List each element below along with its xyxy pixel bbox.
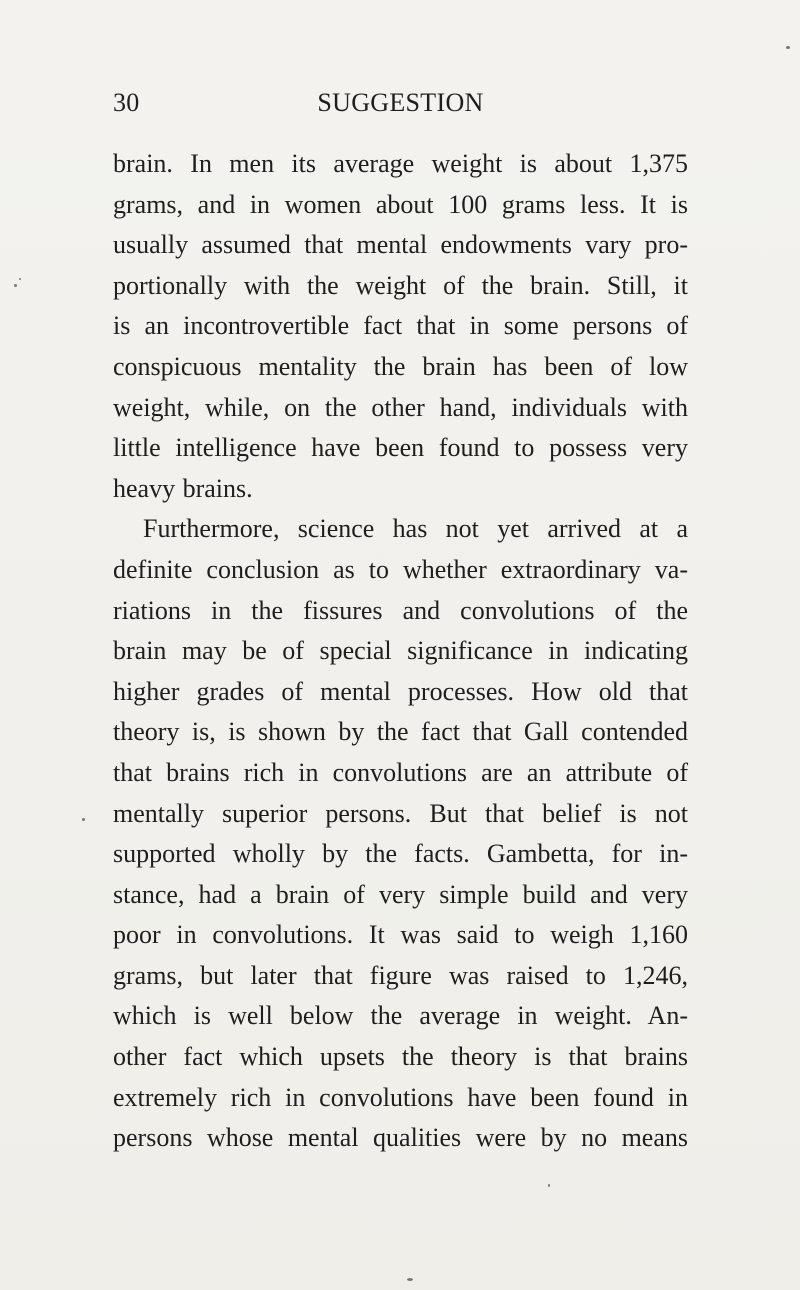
text-line: conspicuous mentality the brain has been of low xyxy=(113,351,688,381)
paragraph-end-line: heavy brains. xyxy=(113,473,253,503)
text-line: brain may be of special significance in indicating xyxy=(113,636,688,666)
text-line: extremely rich in convolutions have been found in xyxy=(113,1082,688,1112)
paragraph-start-line: Furthermore, science has not yet arrived at a xyxy=(143,514,688,544)
paper-speck xyxy=(14,284,17,287)
paper-speck xyxy=(82,818,85,821)
text-line: little intelligence have been found to possess very xyxy=(113,433,688,463)
text-line: higher grades of mental processes. How old that xyxy=(113,676,688,706)
text-line: other fact which upsets the theory is that brains xyxy=(113,1042,688,1072)
text-line: which is well below the average in weight. An- xyxy=(113,1001,688,1031)
text-line: usually assumed that mental endowments vary pro- xyxy=(113,230,688,260)
text-line: that brains rich in convolutions are an attribute of xyxy=(113,757,688,787)
text-line: poor in convolutions. It was said to weigh 1,160 xyxy=(113,920,688,950)
text-line: persons whose mental qualities were by no means xyxy=(113,1123,688,1153)
paper-speck xyxy=(548,1184,550,1187)
text-line: grams, and in women about 100 grams less. It is xyxy=(113,189,688,219)
text-line: is an incontrovertible fact that in some persons of xyxy=(113,311,688,341)
text-line: definite conclusion as to whether extraordinary va- xyxy=(113,554,688,584)
running-head xyxy=(113,88,688,124)
paper-speck xyxy=(19,278,21,280)
text-line: grams, but later that figure was raised to 1,246, xyxy=(113,960,688,990)
text-line: riations in the fissures and convolutions of the xyxy=(113,595,688,625)
paper-speck xyxy=(786,46,790,49)
text-line: weight, while, on the other hand, individuals with xyxy=(113,392,688,422)
running-title: SUGGESTION xyxy=(317,88,484,117)
paper-speck xyxy=(407,1278,413,1281)
text-line: brain. In men its average weight is about 1,375 xyxy=(113,149,688,178)
text-line: portionally with the weight of the brain. Still, it xyxy=(113,270,688,300)
text-line: stance, had a brain of very simple build and very xyxy=(113,879,688,909)
text-line: supported wholly by the facts. Gambetta, for in- xyxy=(113,839,688,869)
page-number: 30 xyxy=(113,88,140,117)
text-line: theory is, is shown by the fact that Gall contended xyxy=(113,717,688,747)
text-line: mentally superior persons. But that belief is not xyxy=(113,798,688,828)
body-text xyxy=(113,144,688,1159)
